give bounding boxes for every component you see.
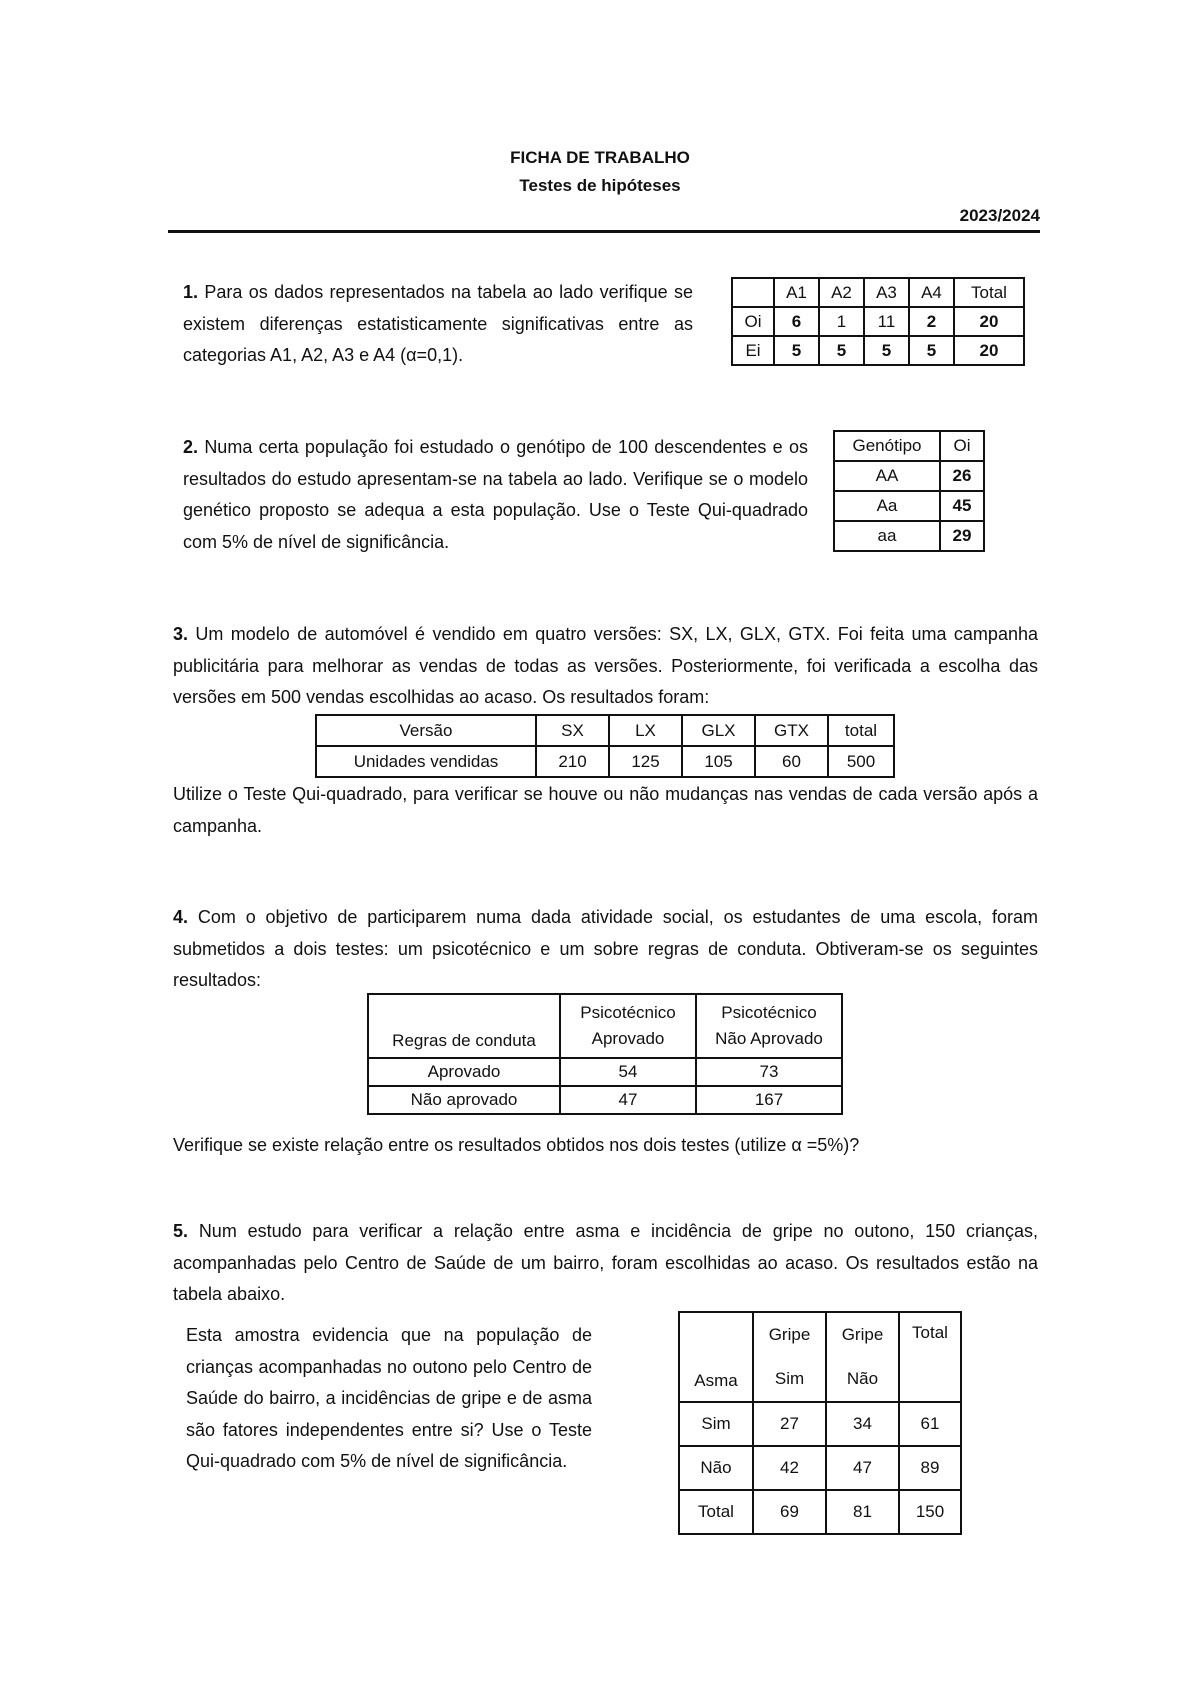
- question-4: [173, 902, 1038, 997]
- table-cell: GLX: [682, 715, 755, 746]
- question-2-table: [833, 430, 985, 552]
- table-cell: Oi: [940, 431, 984, 461]
- question-4-table: [367, 993, 843, 1115]
- table-cell: 11: [864, 307, 909, 336]
- table-row: [316, 746, 894, 777]
- question-5-side-text: [186, 1320, 592, 1478]
- question-1: [183, 277, 693, 372]
- table-cell: [696, 994, 842, 1058]
- question-1-number: 1.: [183, 282, 199, 302]
- table-cell: 27: [753, 1402, 826, 1446]
- table-cell: [560, 994, 696, 1058]
- question-1-table: [731, 277, 1025, 366]
- table-cell: Total: [679, 1490, 753, 1534]
- question-5-question: Esta amostra evidencia que na população de crianças acompanhadas no outono pelo Centro de Saúde do bairro, a incidências de gripe e de asma são fatores independentes entre si? Use o Teste Qui-quadrado com 5% de nível de significância.: [186, 1325, 592, 1471]
- header-line: Psicotécnico: [580, 1003, 676, 1022]
- table-row: [679, 1402, 961, 1446]
- table-cell: Genótipo: [834, 431, 940, 461]
- question-3-number: 3.: [173, 624, 189, 644]
- table-cell: Não aprovado: [368, 1086, 560, 1114]
- header-line: Psicotécnico: [721, 1003, 817, 1022]
- question-4-number: 4.: [173, 907, 189, 927]
- question-3-after-text: Utilize o Teste Qui-quadrado, para verificar se houve ou não mudanças nas vendas de cada versão após a campanha.: [173, 784, 1038, 836]
- table-cell: 60: [755, 746, 828, 777]
- table-cell: Unidades vendidas: [316, 746, 536, 777]
- table-cell: 5: [819, 336, 864, 365]
- table-header-row: [679, 1312, 961, 1402]
- table-cell: 125: [609, 746, 682, 777]
- table-cell: Aa: [834, 491, 940, 521]
- table-cell: A2: [819, 278, 864, 307]
- table-cell: 73: [696, 1058, 842, 1086]
- table-cell: GTX: [755, 715, 828, 746]
- table-cell: 61: [899, 1402, 961, 1446]
- table-cell: 81: [826, 1490, 899, 1534]
- question-5-text: Num estudo para verificar a relação entre asma e incidência de gripe no outono, 150 crianças, acompanhadas pelo Centro de Saúde de um bairro, foram escolhidas ao acaso. Os resultados estão na tabela abaixo.: [173, 1221, 1038, 1304]
- table-cell: 54: [560, 1058, 696, 1086]
- table-cell: 105: [682, 746, 755, 777]
- table-row: [368, 1058, 842, 1086]
- question-3-table: [315, 714, 895, 778]
- question-3: [173, 619, 1038, 714]
- table-cell: 42: [753, 1446, 826, 1490]
- table-row: [732, 336, 1024, 365]
- question-4-instruction: [173, 1130, 1038, 1162]
- table-cell: Sim: [679, 1402, 753, 1446]
- table-cell: AA: [834, 461, 940, 491]
- header-line: Aprovado: [591, 1029, 665, 1048]
- table-cell: 29: [940, 521, 984, 551]
- table-cell: Regras de conduta: [368, 994, 560, 1058]
- question-1-text: Para os dados representados na tabela ao lado verifique se existem diferenças estatisticamente significativas entre as categorias A1, A2, A3 e A4 (α=0,1).: [183, 282, 693, 365]
- table-cell: Não: [679, 1446, 753, 1490]
- school-year: 2023/2024: [959, 206, 1040, 225]
- question-5-table: [678, 1311, 962, 1535]
- table-cell: [826, 1312, 899, 1402]
- question-5: [173, 1216, 1038, 1311]
- table-cell: Total: [954, 278, 1024, 307]
- question-2-number: 2.: [183, 437, 199, 457]
- table-cell: [753, 1312, 826, 1402]
- question-3-text: Um modelo de automóvel é vendido em quatro versões: SX, LX, GLX, GTX. Foi feita uma campanha publicitária para melhorar as vendas de todas as versões. Posteriormente, foi verificada a escolha das versões em 500 vendas escolhidas ao acaso. Os resultados foram:: [173, 624, 1038, 707]
- question-4-after-text: Verifique se existe relação entre os resultados obtidos nos dois testes (utilize α =5%)?: [173, 1135, 860, 1155]
- table-cell: A1: [774, 278, 819, 307]
- table-cell: 2: [909, 307, 954, 336]
- question-2-text: Numa certa população foi estudado o genótipo de 100 descendentes e os resultados do estudo apresentam-se na tabela ao lado. Verifique se o modelo genético proposto se adequa a esta população. Use o Teste Qui-quadrado com 5% de nível de significância.: [183, 437, 808, 552]
- header-line: Sim: [774, 1369, 805, 1388]
- table-header-row: [368, 994, 842, 1058]
- table-cell: 34: [826, 1402, 899, 1446]
- table-cell: [732, 278, 774, 307]
- table-row: [679, 1490, 961, 1534]
- table-cell: SX: [536, 715, 609, 746]
- table-cell: 89: [899, 1446, 961, 1490]
- table-cell: 5: [864, 336, 909, 365]
- table-cell: 210: [536, 746, 609, 777]
- table-cell: Asma: [679, 1312, 753, 1402]
- table-cell: Versão: [316, 715, 536, 746]
- page-title: FICHA DE TRABALHO: [510, 148, 690, 167]
- table-row: [368, 1086, 842, 1114]
- header-line: Não: [846, 1369, 879, 1388]
- header-line: Gripe: [768, 1325, 811, 1344]
- table-header-row: [834, 431, 984, 461]
- header-divider: [168, 230, 1040, 233]
- table-cell: A4: [909, 278, 954, 307]
- table-cell: 47: [826, 1446, 899, 1490]
- page-subtitle: Testes de hipóteses: [519, 176, 681, 195]
- table-cell: 20: [954, 307, 1024, 336]
- table-cell: 20: [954, 336, 1024, 365]
- table-cell: Aprovado: [368, 1058, 560, 1086]
- table-cell: 500: [828, 746, 894, 777]
- question-4-text: Com o objetivo de participarem numa dada atividade social, os estudantes de uma escola, foram submetidos a dois testes: um psicotécnico e um sobre regras de conduta. Obtiveram-se os seguintes resultados:: [173, 907, 1038, 990]
- table-cell: Total: [899, 1312, 961, 1402]
- table-cell: 45: [940, 491, 984, 521]
- table-cell: 6: [774, 307, 819, 336]
- table-cell: 1: [819, 307, 864, 336]
- table-cell: aa: [834, 521, 940, 551]
- table-row: [834, 491, 984, 521]
- table-cell: 69: [753, 1490, 826, 1534]
- table-cell: 47: [560, 1086, 696, 1114]
- header-line: Gripe: [841, 1325, 884, 1344]
- table-row: [679, 1446, 961, 1490]
- table-cell: total: [828, 715, 894, 746]
- table-header-row: [732, 278, 1024, 307]
- table-cell: A3: [864, 278, 909, 307]
- table-cell: 5: [774, 336, 819, 365]
- question-2: [183, 432, 808, 558]
- table-cell: 167: [696, 1086, 842, 1114]
- table-row: [834, 521, 984, 551]
- table-cell: Ei: [732, 336, 774, 365]
- table-row: [732, 307, 1024, 336]
- question-3-instruction: [173, 779, 1038, 842]
- table-header-row: [316, 715, 894, 746]
- table-cell: 5: [909, 336, 954, 365]
- table-cell: Oi: [732, 307, 774, 336]
- table-cell: 150: [899, 1490, 961, 1534]
- question-5-number: 5.: [173, 1221, 189, 1241]
- table-row: [834, 461, 984, 491]
- table-cell: LX: [609, 715, 682, 746]
- header-line: Não Aprovado: [715, 1029, 823, 1048]
- table-cell: 26: [940, 461, 984, 491]
